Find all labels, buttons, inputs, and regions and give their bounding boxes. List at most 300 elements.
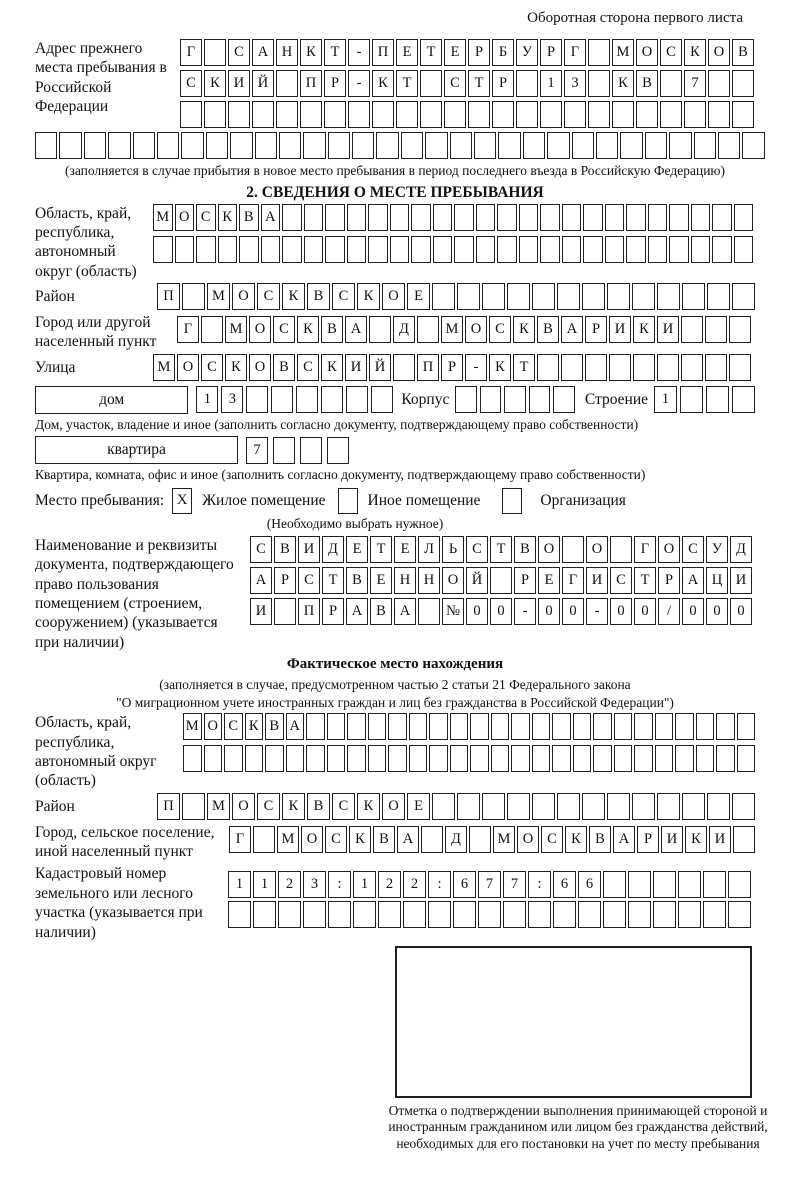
char-cell[interactable] bbox=[245, 745, 264, 772]
char-cell[interactable] bbox=[537, 354, 559, 381]
char-cell[interactable] bbox=[547, 132, 569, 159]
char-cell[interactable] bbox=[411, 204, 431, 231]
char-cell[interactable]: 6 bbox=[578, 871, 601, 898]
char-cell[interactable]: Е bbox=[396, 39, 418, 66]
char-cell[interactable] bbox=[300, 437, 322, 464]
char-cell[interactable]: А bbox=[561, 316, 583, 343]
char-cell[interactable] bbox=[497, 204, 517, 231]
char-cell[interactable] bbox=[607, 283, 630, 310]
char-cell[interactable]: М bbox=[441, 316, 463, 343]
char-cell[interactable]: Р bbox=[637, 826, 659, 853]
char-cell[interactable]: Т bbox=[490, 536, 512, 563]
char-cell[interactable]: 2 bbox=[378, 871, 401, 898]
char-cell[interactable] bbox=[680, 386, 703, 413]
char-cell[interactable]: С bbox=[466, 536, 488, 563]
char-cell[interactable] bbox=[469, 826, 491, 853]
char-cell[interactable]: У bbox=[516, 39, 538, 66]
char-cell[interactable] bbox=[482, 283, 505, 310]
char-cell[interactable]: М bbox=[225, 316, 247, 343]
char-cell[interactable] bbox=[511, 713, 530, 740]
char-cell[interactable] bbox=[417, 316, 439, 343]
char-cell[interactable] bbox=[669, 236, 689, 263]
char-cell[interactable]: Е bbox=[394, 536, 416, 563]
stay-option-other-checkbox[interactable] bbox=[338, 488, 358, 514]
char-cell[interactable]: Н bbox=[394, 567, 416, 594]
char-cell[interactable]: С bbox=[610, 567, 632, 594]
char-cell[interactable] bbox=[732, 101, 754, 128]
char-cell[interactable] bbox=[660, 70, 682, 97]
char-cell[interactable] bbox=[376, 132, 398, 159]
char-cell[interactable] bbox=[614, 745, 633, 772]
char-cell[interactable]: П bbox=[157, 283, 180, 310]
char-cell[interactable] bbox=[368, 745, 387, 772]
char-cell[interactable] bbox=[482, 793, 505, 820]
char-cell[interactable] bbox=[353, 901, 376, 928]
char-cell[interactable] bbox=[255, 132, 277, 159]
char-cell[interactable]: В bbox=[307, 283, 330, 310]
char-cell[interactable] bbox=[265, 745, 284, 772]
char-cell[interactable]: Й bbox=[252, 70, 274, 97]
char-cell[interactable] bbox=[703, 901, 726, 928]
char-cell[interactable] bbox=[703, 871, 726, 898]
char-cell[interactable]: 0 bbox=[706, 598, 728, 625]
char-cell[interactable] bbox=[675, 745, 694, 772]
char-cell[interactable] bbox=[737, 713, 756, 740]
char-cell[interactable] bbox=[519, 204, 539, 231]
char-cell[interactable]: 2 bbox=[403, 871, 426, 898]
char-cell[interactable]: С bbox=[325, 826, 347, 853]
char-cell[interactable]: Н bbox=[276, 39, 298, 66]
char-cell[interactable]: 1 bbox=[654, 386, 677, 413]
char-cell[interactable]: 7 bbox=[246, 437, 268, 464]
char-cell[interactable]: Г bbox=[562, 567, 584, 594]
char-cell[interactable] bbox=[228, 101, 250, 128]
char-cell[interactable]: Г bbox=[229, 826, 251, 853]
char-cell[interactable] bbox=[620, 132, 642, 159]
char-cell[interactable] bbox=[562, 204, 582, 231]
char-cell[interactable]: М bbox=[153, 354, 175, 381]
char-cell[interactable] bbox=[328, 132, 350, 159]
char-cell[interactable]: А bbox=[397, 826, 419, 853]
char-cell[interactable]: К bbox=[633, 316, 655, 343]
char-cell[interactable]: Е bbox=[346, 536, 368, 563]
char-cell[interactable] bbox=[327, 713, 346, 740]
char-cell[interactable] bbox=[645, 132, 667, 159]
char-cell[interactable] bbox=[490, 567, 512, 594]
char-cell[interactable] bbox=[491, 713, 510, 740]
char-cell[interactable] bbox=[728, 871, 751, 898]
char-cell[interactable] bbox=[628, 871, 651, 898]
char-cell[interactable] bbox=[675, 713, 694, 740]
char-cell[interactable]: С bbox=[297, 354, 319, 381]
char-cell[interactable]: Д bbox=[322, 536, 344, 563]
char-cell[interactable] bbox=[596, 132, 618, 159]
char-cell[interactable] bbox=[557, 283, 580, 310]
char-cell[interactable]: К bbox=[684, 39, 706, 66]
char-cell[interactable]: 0 bbox=[682, 598, 704, 625]
char-cell[interactable] bbox=[421, 826, 443, 853]
char-cell[interactable]: А bbox=[613, 826, 635, 853]
char-cell[interactable] bbox=[450, 713, 469, 740]
char-cell[interactable] bbox=[516, 101, 538, 128]
char-cell[interactable]: 3 bbox=[564, 70, 586, 97]
char-cell[interactable]: О bbox=[232, 793, 255, 820]
char-cell[interactable] bbox=[504, 386, 526, 413]
char-cell[interactable] bbox=[734, 204, 754, 231]
char-cell[interactable] bbox=[480, 386, 502, 413]
char-cell[interactable] bbox=[325, 204, 345, 231]
char-cell[interactable]: Т bbox=[634, 567, 656, 594]
char-cell[interactable]: С bbox=[660, 39, 682, 66]
char-cell[interactable] bbox=[681, 316, 703, 343]
char-cell[interactable]: О bbox=[175, 204, 195, 231]
char-cell[interactable] bbox=[300, 101, 322, 128]
char-cell[interactable]: В bbox=[346, 567, 368, 594]
char-cell[interactable]: В bbox=[307, 793, 330, 820]
char-cell[interactable] bbox=[532, 793, 555, 820]
char-cell[interactable] bbox=[401, 132, 423, 159]
char-cell[interactable]: А bbox=[250, 567, 272, 594]
char-cell[interactable]: 3 bbox=[303, 871, 326, 898]
char-cell[interactable] bbox=[108, 132, 130, 159]
char-cell[interactable] bbox=[393, 354, 415, 381]
char-cell[interactable] bbox=[516, 70, 538, 97]
char-cell[interactable] bbox=[327, 437, 349, 464]
char-cell[interactable] bbox=[271, 386, 293, 413]
char-cell[interactable] bbox=[474, 132, 496, 159]
char-cell[interactable] bbox=[282, 236, 302, 263]
char-cell[interactable] bbox=[561, 354, 583, 381]
char-cell[interactable] bbox=[432, 793, 455, 820]
char-cell[interactable] bbox=[562, 236, 582, 263]
char-cell[interactable] bbox=[609, 354, 631, 381]
char-cell[interactable] bbox=[368, 713, 387, 740]
char-cell[interactable]: 0 bbox=[490, 598, 512, 625]
char-cell[interactable] bbox=[286, 745, 305, 772]
char-cell[interactable]: А bbox=[394, 598, 416, 625]
char-cell[interactable]: К bbox=[372, 70, 394, 97]
char-cell[interactable]: : bbox=[328, 871, 351, 898]
char-cell[interactable]: К bbox=[513, 316, 535, 343]
char-cell[interactable] bbox=[655, 713, 674, 740]
char-cell[interactable]: О bbox=[232, 283, 255, 310]
char-cell[interactable] bbox=[346, 386, 368, 413]
char-cell[interactable] bbox=[273, 437, 295, 464]
char-cell[interactable] bbox=[59, 132, 81, 159]
char-cell[interactable] bbox=[239, 236, 259, 263]
char-cell[interactable] bbox=[492, 101, 514, 128]
char-cell[interactable] bbox=[648, 236, 668, 263]
char-cell[interactable]: М bbox=[153, 204, 173, 231]
char-cell[interactable] bbox=[348, 101, 370, 128]
char-cell[interactable] bbox=[540, 101, 562, 128]
char-cell[interactable]: Н bbox=[418, 567, 440, 594]
char-cell[interactable] bbox=[497, 236, 517, 263]
char-cell[interactable]: В bbox=[370, 598, 392, 625]
char-cell[interactable] bbox=[306, 745, 325, 772]
char-cell[interactable]: Г bbox=[177, 316, 199, 343]
char-cell[interactable] bbox=[420, 101, 442, 128]
char-cell[interactable] bbox=[632, 283, 655, 310]
char-cell[interactable]: Т bbox=[324, 39, 346, 66]
char-cell[interactable] bbox=[712, 236, 732, 263]
char-cell[interactable] bbox=[716, 745, 735, 772]
char-cell[interactable]: 2 bbox=[278, 871, 301, 898]
char-cell[interactable]: С bbox=[224, 713, 243, 740]
char-cell[interactable]: Р bbox=[585, 316, 607, 343]
char-cell[interactable] bbox=[519, 236, 539, 263]
char-cell[interactable] bbox=[409, 713, 428, 740]
char-cell[interactable]: А bbox=[286, 713, 305, 740]
char-cell[interactable] bbox=[718, 132, 740, 159]
char-cell[interactable] bbox=[707, 793, 730, 820]
char-cell[interactable]: У bbox=[706, 536, 728, 563]
char-cell[interactable]: Р bbox=[540, 39, 562, 66]
char-cell[interactable]: Й bbox=[369, 354, 391, 381]
char-cell[interactable] bbox=[653, 901, 676, 928]
char-cell[interactable] bbox=[411, 236, 431, 263]
char-cell[interactable]: Г bbox=[634, 536, 656, 563]
char-cell[interactable]: Р bbox=[441, 354, 463, 381]
char-cell[interactable] bbox=[626, 236, 646, 263]
char-cell[interactable]: Д bbox=[730, 536, 752, 563]
char-cell[interactable] bbox=[732, 793, 755, 820]
char-cell[interactable] bbox=[511, 745, 530, 772]
char-cell[interactable] bbox=[261, 236, 281, 263]
char-cell[interactable]: А bbox=[346, 598, 368, 625]
char-cell[interactable] bbox=[371, 386, 393, 413]
char-cell[interactable] bbox=[682, 283, 705, 310]
char-cell[interactable] bbox=[707, 283, 730, 310]
char-cell[interactable]: Т bbox=[513, 354, 535, 381]
char-cell[interactable]: - bbox=[348, 70, 370, 97]
char-cell[interactable] bbox=[478, 901, 501, 928]
char-cell[interactable]: Г bbox=[180, 39, 202, 66]
char-cell[interactable]: С bbox=[682, 536, 704, 563]
char-cell[interactable] bbox=[230, 132, 252, 159]
char-cell[interactable]: С bbox=[250, 536, 272, 563]
char-cell[interactable]: И bbox=[661, 826, 683, 853]
char-cell[interactable]: Ц bbox=[706, 567, 728, 594]
char-cell[interactable] bbox=[347, 236, 367, 263]
char-cell[interactable] bbox=[716, 713, 735, 740]
char-cell[interactable]: Й bbox=[466, 567, 488, 594]
char-cell[interactable]: В bbox=[321, 316, 343, 343]
char-cell[interactable]: С bbox=[332, 793, 355, 820]
char-cell[interactable] bbox=[476, 204, 496, 231]
char-cell[interactable] bbox=[303, 901, 326, 928]
char-cell[interactable]: Л bbox=[418, 536, 440, 563]
char-cell[interactable]: М bbox=[183, 713, 202, 740]
char-cell[interactable]: 1 bbox=[253, 871, 276, 898]
char-cell[interactable] bbox=[572, 132, 594, 159]
char-cell[interactable] bbox=[182, 283, 205, 310]
char-cell[interactable]: - bbox=[348, 39, 370, 66]
char-cell[interactable] bbox=[583, 236, 603, 263]
char-cell[interactable] bbox=[390, 236, 410, 263]
char-cell[interactable]: И bbox=[730, 567, 752, 594]
char-cell[interactable] bbox=[712, 204, 732, 231]
char-cell[interactable]: И bbox=[298, 536, 320, 563]
char-cell[interactable] bbox=[433, 236, 453, 263]
char-cell[interactable] bbox=[274, 598, 296, 625]
char-cell[interactable]: С bbox=[489, 316, 511, 343]
char-cell[interactable]: № bbox=[442, 598, 464, 625]
char-cell[interactable] bbox=[228, 901, 251, 928]
char-cell[interactable]: О bbox=[538, 536, 560, 563]
char-cell[interactable]: 6 bbox=[453, 871, 476, 898]
char-cell[interactable]: С bbox=[257, 283, 280, 310]
char-cell[interactable] bbox=[476, 236, 496, 263]
char-cell[interactable]: П bbox=[157, 793, 180, 820]
char-cell[interactable]: С bbox=[201, 354, 223, 381]
char-cell[interactable] bbox=[540, 204, 560, 231]
char-cell[interactable] bbox=[706, 386, 729, 413]
char-cell[interactable]: Р bbox=[658, 567, 680, 594]
char-cell[interactable] bbox=[279, 132, 301, 159]
char-cell[interactable]: Г bbox=[564, 39, 586, 66]
char-cell[interactable] bbox=[552, 745, 571, 772]
char-cell[interactable]: С bbox=[332, 283, 355, 310]
char-cell[interactable]: 6 bbox=[553, 871, 576, 898]
char-cell[interactable] bbox=[201, 316, 223, 343]
char-cell[interactable]: М bbox=[277, 826, 299, 853]
stay-option-organization-checkbox[interactable] bbox=[502, 488, 522, 514]
char-cell[interactable] bbox=[737, 745, 756, 772]
char-cell[interactable]: 3 bbox=[221, 386, 243, 413]
char-cell[interactable] bbox=[552, 713, 571, 740]
char-cell[interactable] bbox=[657, 793, 680, 820]
char-cell[interactable]: 1 bbox=[540, 70, 562, 97]
char-cell[interactable]: И bbox=[586, 567, 608, 594]
char-cell[interactable]: К bbox=[282, 283, 305, 310]
char-cell[interactable] bbox=[612, 101, 634, 128]
apartment-type-box[interactable] bbox=[35, 436, 238, 464]
char-cell[interactable] bbox=[626, 204, 646, 231]
char-cell[interactable]: 0 bbox=[538, 598, 560, 625]
char-cell[interactable] bbox=[425, 132, 447, 159]
char-cell[interactable] bbox=[708, 70, 730, 97]
char-cell[interactable] bbox=[532, 283, 555, 310]
char-cell[interactable]: - bbox=[586, 598, 608, 625]
char-cell[interactable] bbox=[573, 713, 592, 740]
char-cell[interactable]: О bbox=[249, 316, 271, 343]
char-cell[interactable] bbox=[321, 386, 343, 413]
char-cell[interactable] bbox=[327, 745, 346, 772]
char-cell[interactable]: Е bbox=[538, 567, 560, 594]
char-cell[interactable]: / bbox=[658, 598, 680, 625]
char-cell[interactable] bbox=[457, 283, 480, 310]
char-cell[interactable] bbox=[653, 871, 676, 898]
char-cell[interactable] bbox=[470, 745, 489, 772]
char-cell[interactable]: В bbox=[239, 204, 259, 231]
char-cell[interactable]: В bbox=[589, 826, 611, 853]
char-cell[interactable] bbox=[733, 826, 755, 853]
char-cell[interactable] bbox=[564, 101, 586, 128]
char-cell[interactable]: К bbox=[300, 39, 322, 66]
char-cell[interactable] bbox=[418, 598, 440, 625]
char-cell[interactable]: 7 bbox=[503, 871, 526, 898]
char-cell[interactable]: В bbox=[265, 713, 284, 740]
char-cell[interactable] bbox=[634, 713, 653, 740]
char-cell[interactable]: П bbox=[372, 39, 394, 66]
char-cell[interactable]: С bbox=[298, 567, 320, 594]
char-cell[interactable] bbox=[732, 70, 754, 97]
char-cell[interactable]: К bbox=[225, 354, 247, 381]
char-cell[interactable] bbox=[324, 101, 346, 128]
char-cell[interactable]: К bbox=[612, 70, 634, 97]
char-cell[interactable] bbox=[614, 713, 633, 740]
char-cell[interactable] bbox=[540, 236, 560, 263]
char-cell[interactable] bbox=[468, 101, 490, 128]
char-cell[interactable]: С bbox=[273, 316, 295, 343]
char-cell[interactable] bbox=[593, 713, 612, 740]
char-cell[interactable] bbox=[607, 793, 630, 820]
char-cell[interactable] bbox=[390, 204, 410, 231]
char-cell[interactable] bbox=[347, 745, 366, 772]
char-cell[interactable] bbox=[503, 901, 526, 928]
char-cell[interactable] bbox=[396, 101, 418, 128]
char-cell[interactable]: В bbox=[537, 316, 559, 343]
char-cell[interactable]: Р bbox=[274, 567, 296, 594]
char-cell[interactable] bbox=[585, 354, 607, 381]
char-cell[interactable] bbox=[729, 354, 751, 381]
char-cell[interactable] bbox=[553, 901, 576, 928]
char-cell[interactable] bbox=[655, 745, 674, 772]
char-cell[interactable]: М bbox=[493, 826, 515, 853]
char-cell[interactable] bbox=[454, 236, 474, 263]
char-cell[interactable] bbox=[634, 745, 653, 772]
char-cell[interactable] bbox=[388, 745, 407, 772]
char-cell[interactable] bbox=[409, 745, 428, 772]
char-cell[interactable] bbox=[153, 236, 173, 263]
char-cell[interactable]: О bbox=[465, 316, 487, 343]
char-cell[interactable] bbox=[728, 901, 751, 928]
char-cell[interactable] bbox=[632, 793, 655, 820]
char-cell[interactable]: К bbox=[282, 793, 305, 820]
char-cell[interactable] bbox=[388, 713, 407, 740]
char-cell[interactable] bbox=[610, 536, 632, 563]
char-cell[interactable] bbox=[368, 236, 388, 263]
char-cell[interactable] bbox=[708, 101, 730, 128]
char-cell[interactable]: Ь bbox=[442, 536, 464, 563]
char-cell[interactable] bbox=[181, 132, 203, 159]
char-cell[interactable] bbox=[732, 283, 755, 310]
char-cell[interactable]: В bbox=[636, 70, 658, 97]
char-cell[interactable]: О bbox=[301, 826, 323, 853]
char-cell[interactable] bbox=[528, 901, 551, 928]
char-cell[interactable]: Т bbox=[370, 536, 392, 563]
char-cell[interactable] bbox=[428, 901, 451, 928]
char-cell[interactable]: С bbox=[180, 70, 202, 97]
char-cell[interactable] bbox=[278, 901, 301, 928]
char-cell[interactable] bbox=[529, 386, 551, 413]
char-cell[interactable] bbox=[681, 354, 703, 381]
char-cell[interactable] bbox=[196, 236, 216, 263]
char-cell[interactable] bbox=[678, 871, 701, 898]
char-cell[interactable] bbox=[648, 204, 668, 231]
char-cell[interactable] bbox=[325, 236, 345, 263]
char-cell[interactable]: С bbox=[444, 70, 466, 97]
char-cell[interactable]: Т bbox=[420, 39, 442, 66]
char-cell[interactable] bbox=[470, 713, 489, 740]
char-cell[interactable] bbox=[583, 204, 603, 231]
char-cell[interactable]: Е bbox=[370, 567, 392, 594]
char-cell[interactable] bbox=[573, 745, 592, 772]
char-cell[interactable] bbox=[450, 132, 472, 159]
char-cell[interactable]: И bbox=[657, 316, 679, 343]
char-cell[interactable] bbox=[347, 204, 367, 231]
